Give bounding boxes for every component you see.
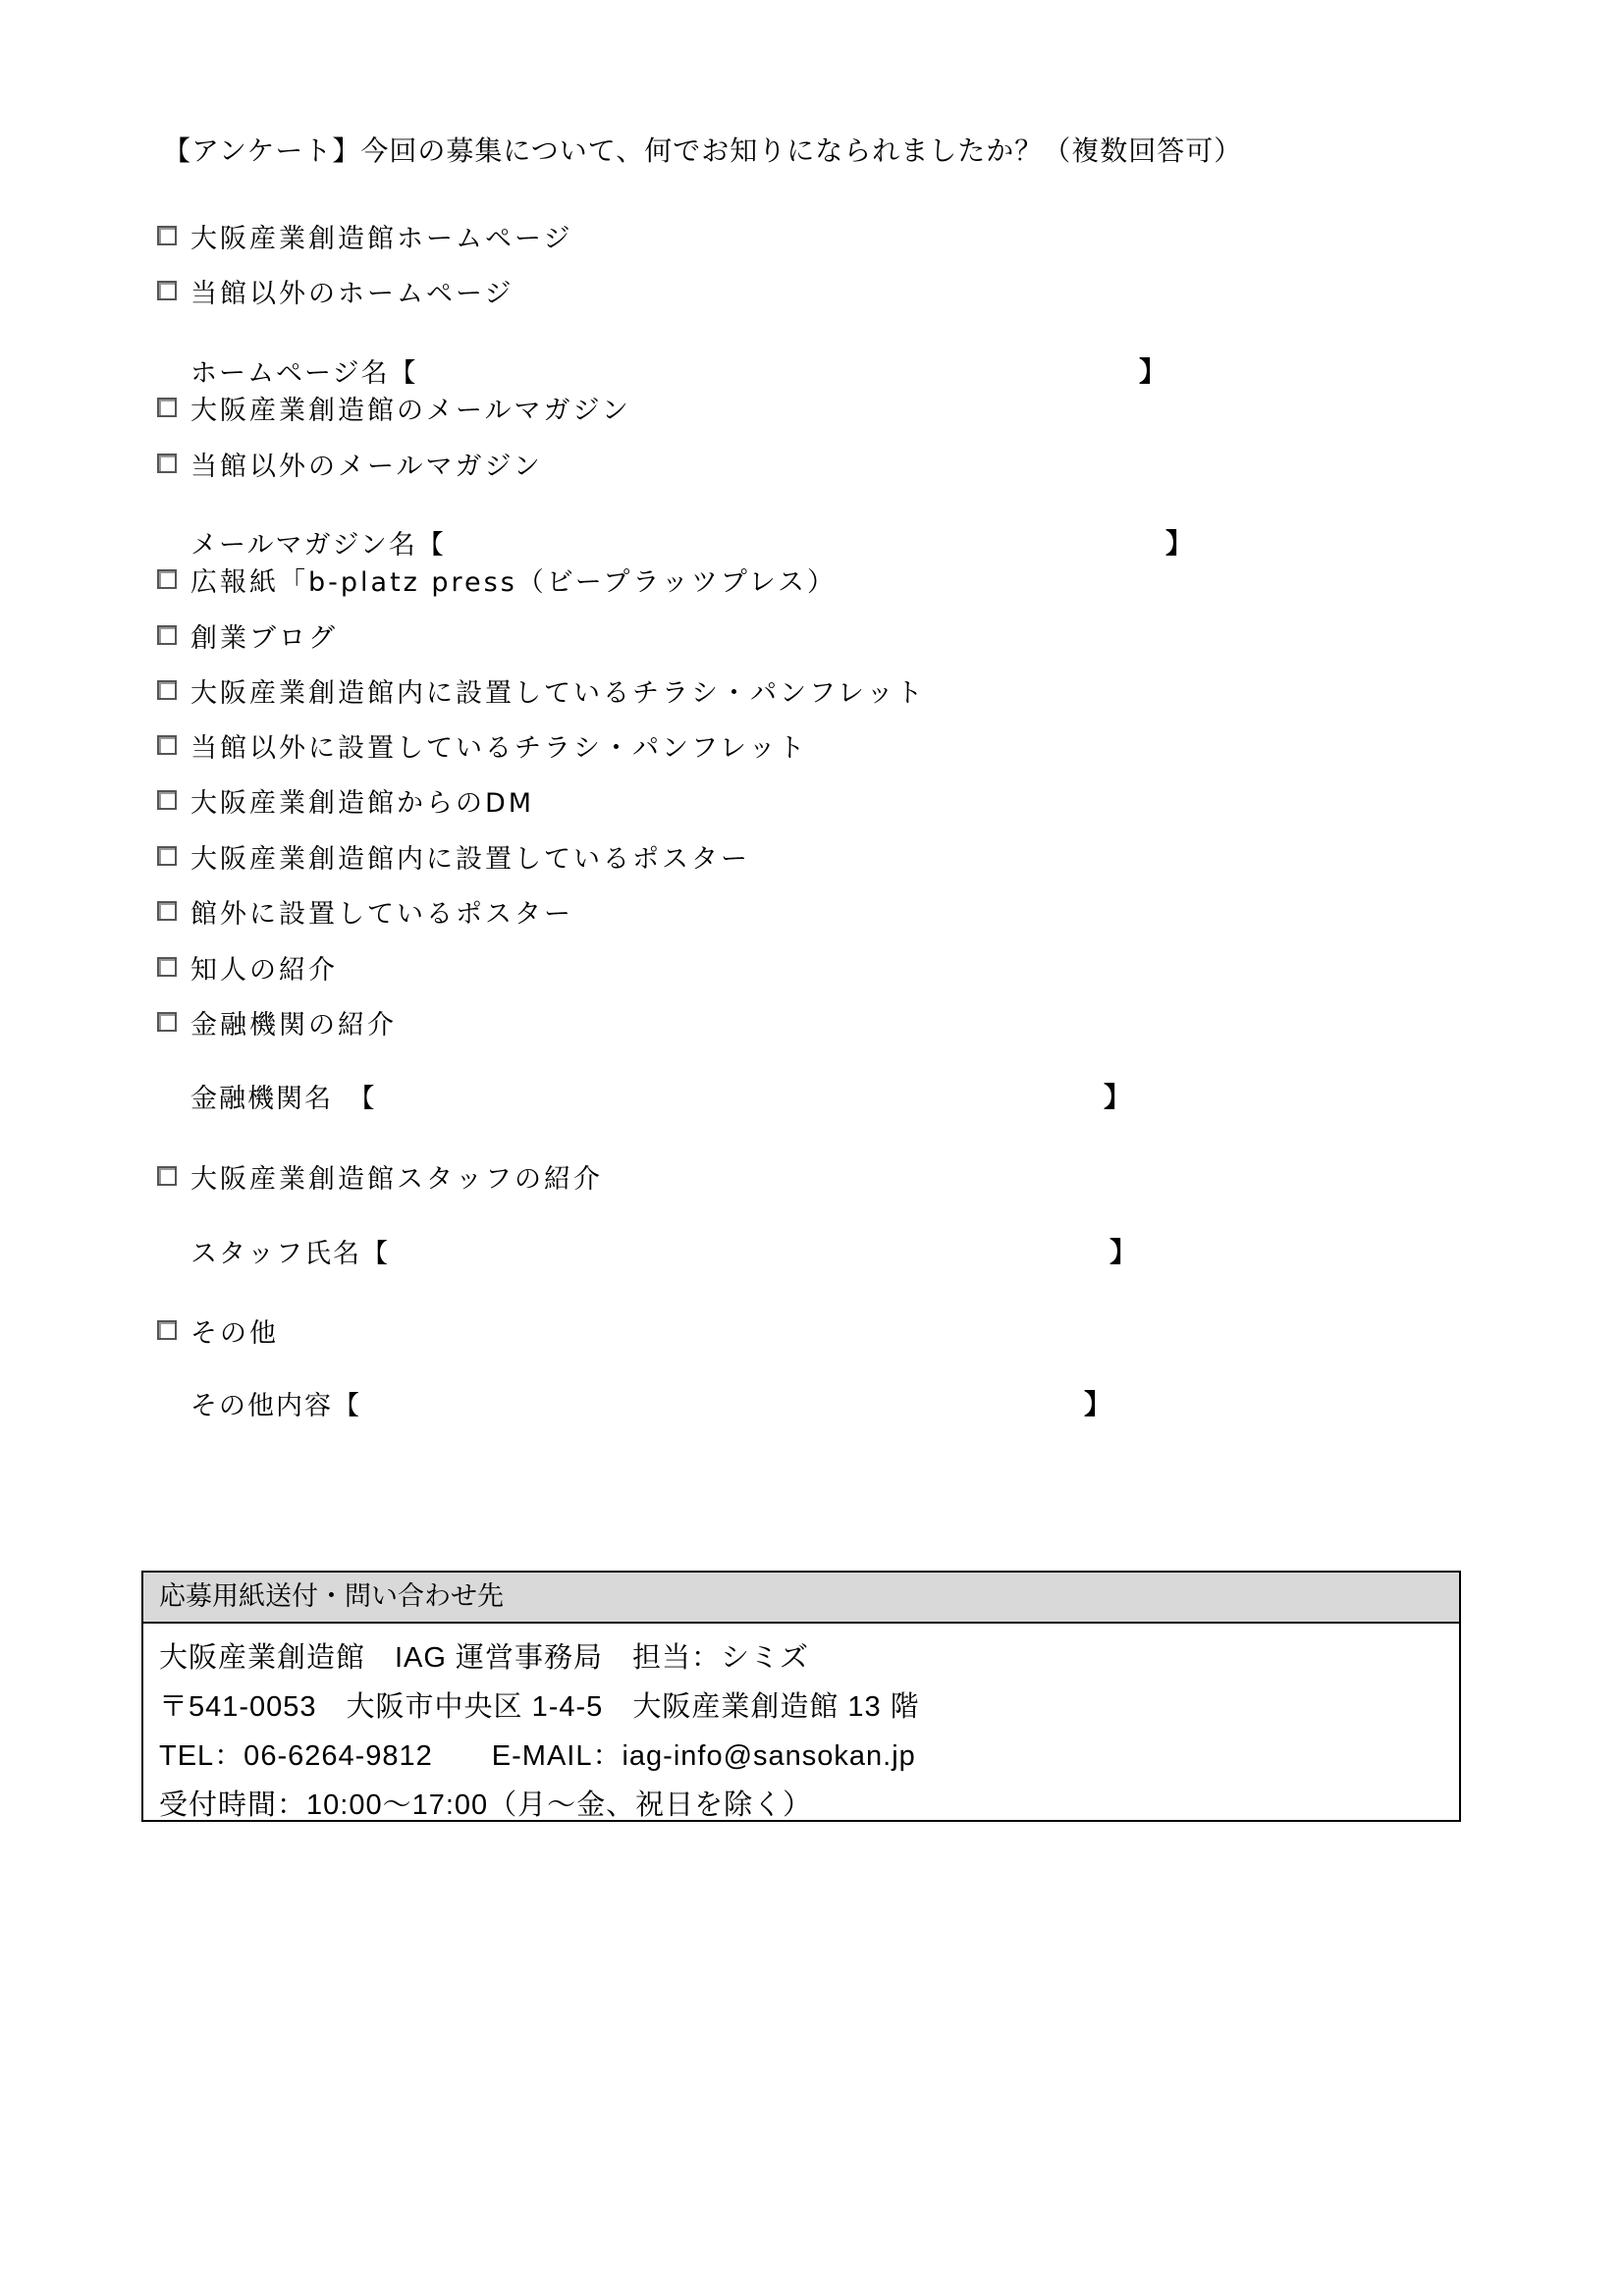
checkbox[interactable] [157, 1012, 177, 1032]
contact-hours: 受付時間：10:00～17:00（月～金、祝日を除く） [159, 1789, 813, 1821]
option-label: 知人の紹介 [190, 954, 338, 986]
option-label: 当館以外のメールマガジン [190, 451, 543, 482]
other-content-close: 】 [1084, 1388, 1112, 1420]
contact-box [141, 1571, 1461, 1822]
option-label: 創業ブログ [190, 622, 338, 654]
checkbox[interactable] [157, 569, 177, 589]
option-label: 当館以外のホームページ [190, 278, 514, 309]
option-bplatz-press[interactable] [157, 562, 837, 596]
checkbox[interactable] [157, 901, 177, 921]
option-sansokan-homepage[interactable] [157, 219, 572, 252]
option-staff[interactable] [157, 1159, 603, 1193]
bank-name-close: 】 [1104, 1081, 1132, 1113]
option-label: 当館以外に設置しているチラシ・パンフレット [190, 732, 808, 764]
checkbox[interactable] [157, 846, 177, 866]
option-label: その他 [190, 1317, 279, 1349]
mailmagazine-name-field[interactable]: メールマガジン名【 [190, 530, 446, 561]
option-acquaintance[interactable] [157, 950, 338, 984]
homepage-name-close: 】 [1139, 355, 1167, 388]
checkbox[interactable] [157, 790, 177, 810]
option-other-homepage[interactable] [157, 274, 514, 307]
option-label: 大阪産業創造館内に設置しているポスター [190, 843, 750, 875]
option-label: 館外に設置しているポスター [190, 898, 573, 930]
checkbox[interactable] [157, 454, 177, 473]
checkbox[interactable] [157, 625, 177, 645]
option-label: 大阪産業創造館のメールマガジン [190, 395, 631, 426]
option-startup-blog[interactable] [157, 618, 338, 652]
checkbox[interactable] [157, 957, 177, 977]
option-label: 金融機関の紹介 [190, 1009, 397, 1041]
checkbox[interactable] [157, 398, 177, 417]
homepage-name-field[interactable]: ホームページ名【 [190, 358, 418, 389]
contact-org: 大阪産業創造館 IAG 運営事務局 担当：シミズ [159, 1642, 810, 1674]
option-other-mailmagazine[interactable] [157, 447, 543, 480]
option-label: 大阪産業創造館からのDM [190, 787, 535, 819]
option-label: 大阪産業創造館内に設置しているチラシ・パンフレット [190, 677, 926, 709]
contact-address: 〒541-0053 大阪市中央区 1-4-5 大阪産業創造館 13 階 [159, 1691, 920, 1723]
checkbox[interactable] [157, 1166, 177, 1186]
checkbox[interactable] [157, 226, 177, 245]
option-poster-outside[interactable] [157, 894, 573, 928]
contact-header: 応募用紙送付・問い合わせ先 [143, 1573, 1459, 1624]
contact-tel-email: TEL：06-6264-9812 E-MAIL：iag-info@sansokan.jp [159, 1740, 916, 1772]
bank-name-field[interactable]: 金融機関名 【 [190, 1084, 377, 1114]
checkbox[interactable] [157, 735, 177, 755]
staff-name-close: 】 [1110, 1236, 1138, 1268]
option-flyer-inside[interactable] [157, 673, 926, 707]
checkbox[interactable] [157, 1320, 177, 1340]
other-content-field[interactable]: その他内容【 [190, 1391, 361, 1421]
option-other[interactable] [157, 1313, 279, 1347]
option-dm[interactable] [157, 783, 534, 817]
option-label: 広報紙「b-platz press（ビープラッツプレス） [190, 566, 837, 598]
option-poster-inside[interactable] [157, 839, 750, 873]
mailmagazine-name-close: 】 [1165, 527, 1194, 560]
option-label: 大阪産業創造館スタッフの紹介 [190, 1163, 603, 1195]
option-flyer-outside[interactable] [157, 728, 808, 762]
survey-title: 【アンケート】今回の募集について、何でお知りになられましたか？（複数回答可） [163, 134, 1243, 167]
option-sansokan-mailmagazine[interactable] [157, 391, 631, 424]
checkbox[interactable] [157, 281, 177, 300]
staff-name-field[interactable]: スタッフ氏名【 [190, 1239, 390, 1269]
option-bank[interactable] [157, 1005, 397, 1039]
option-label: 大阪産業創造館ホームページ [190, 223, 573, 254]
checkbox[interactable] [157, 680, 177, 700]
